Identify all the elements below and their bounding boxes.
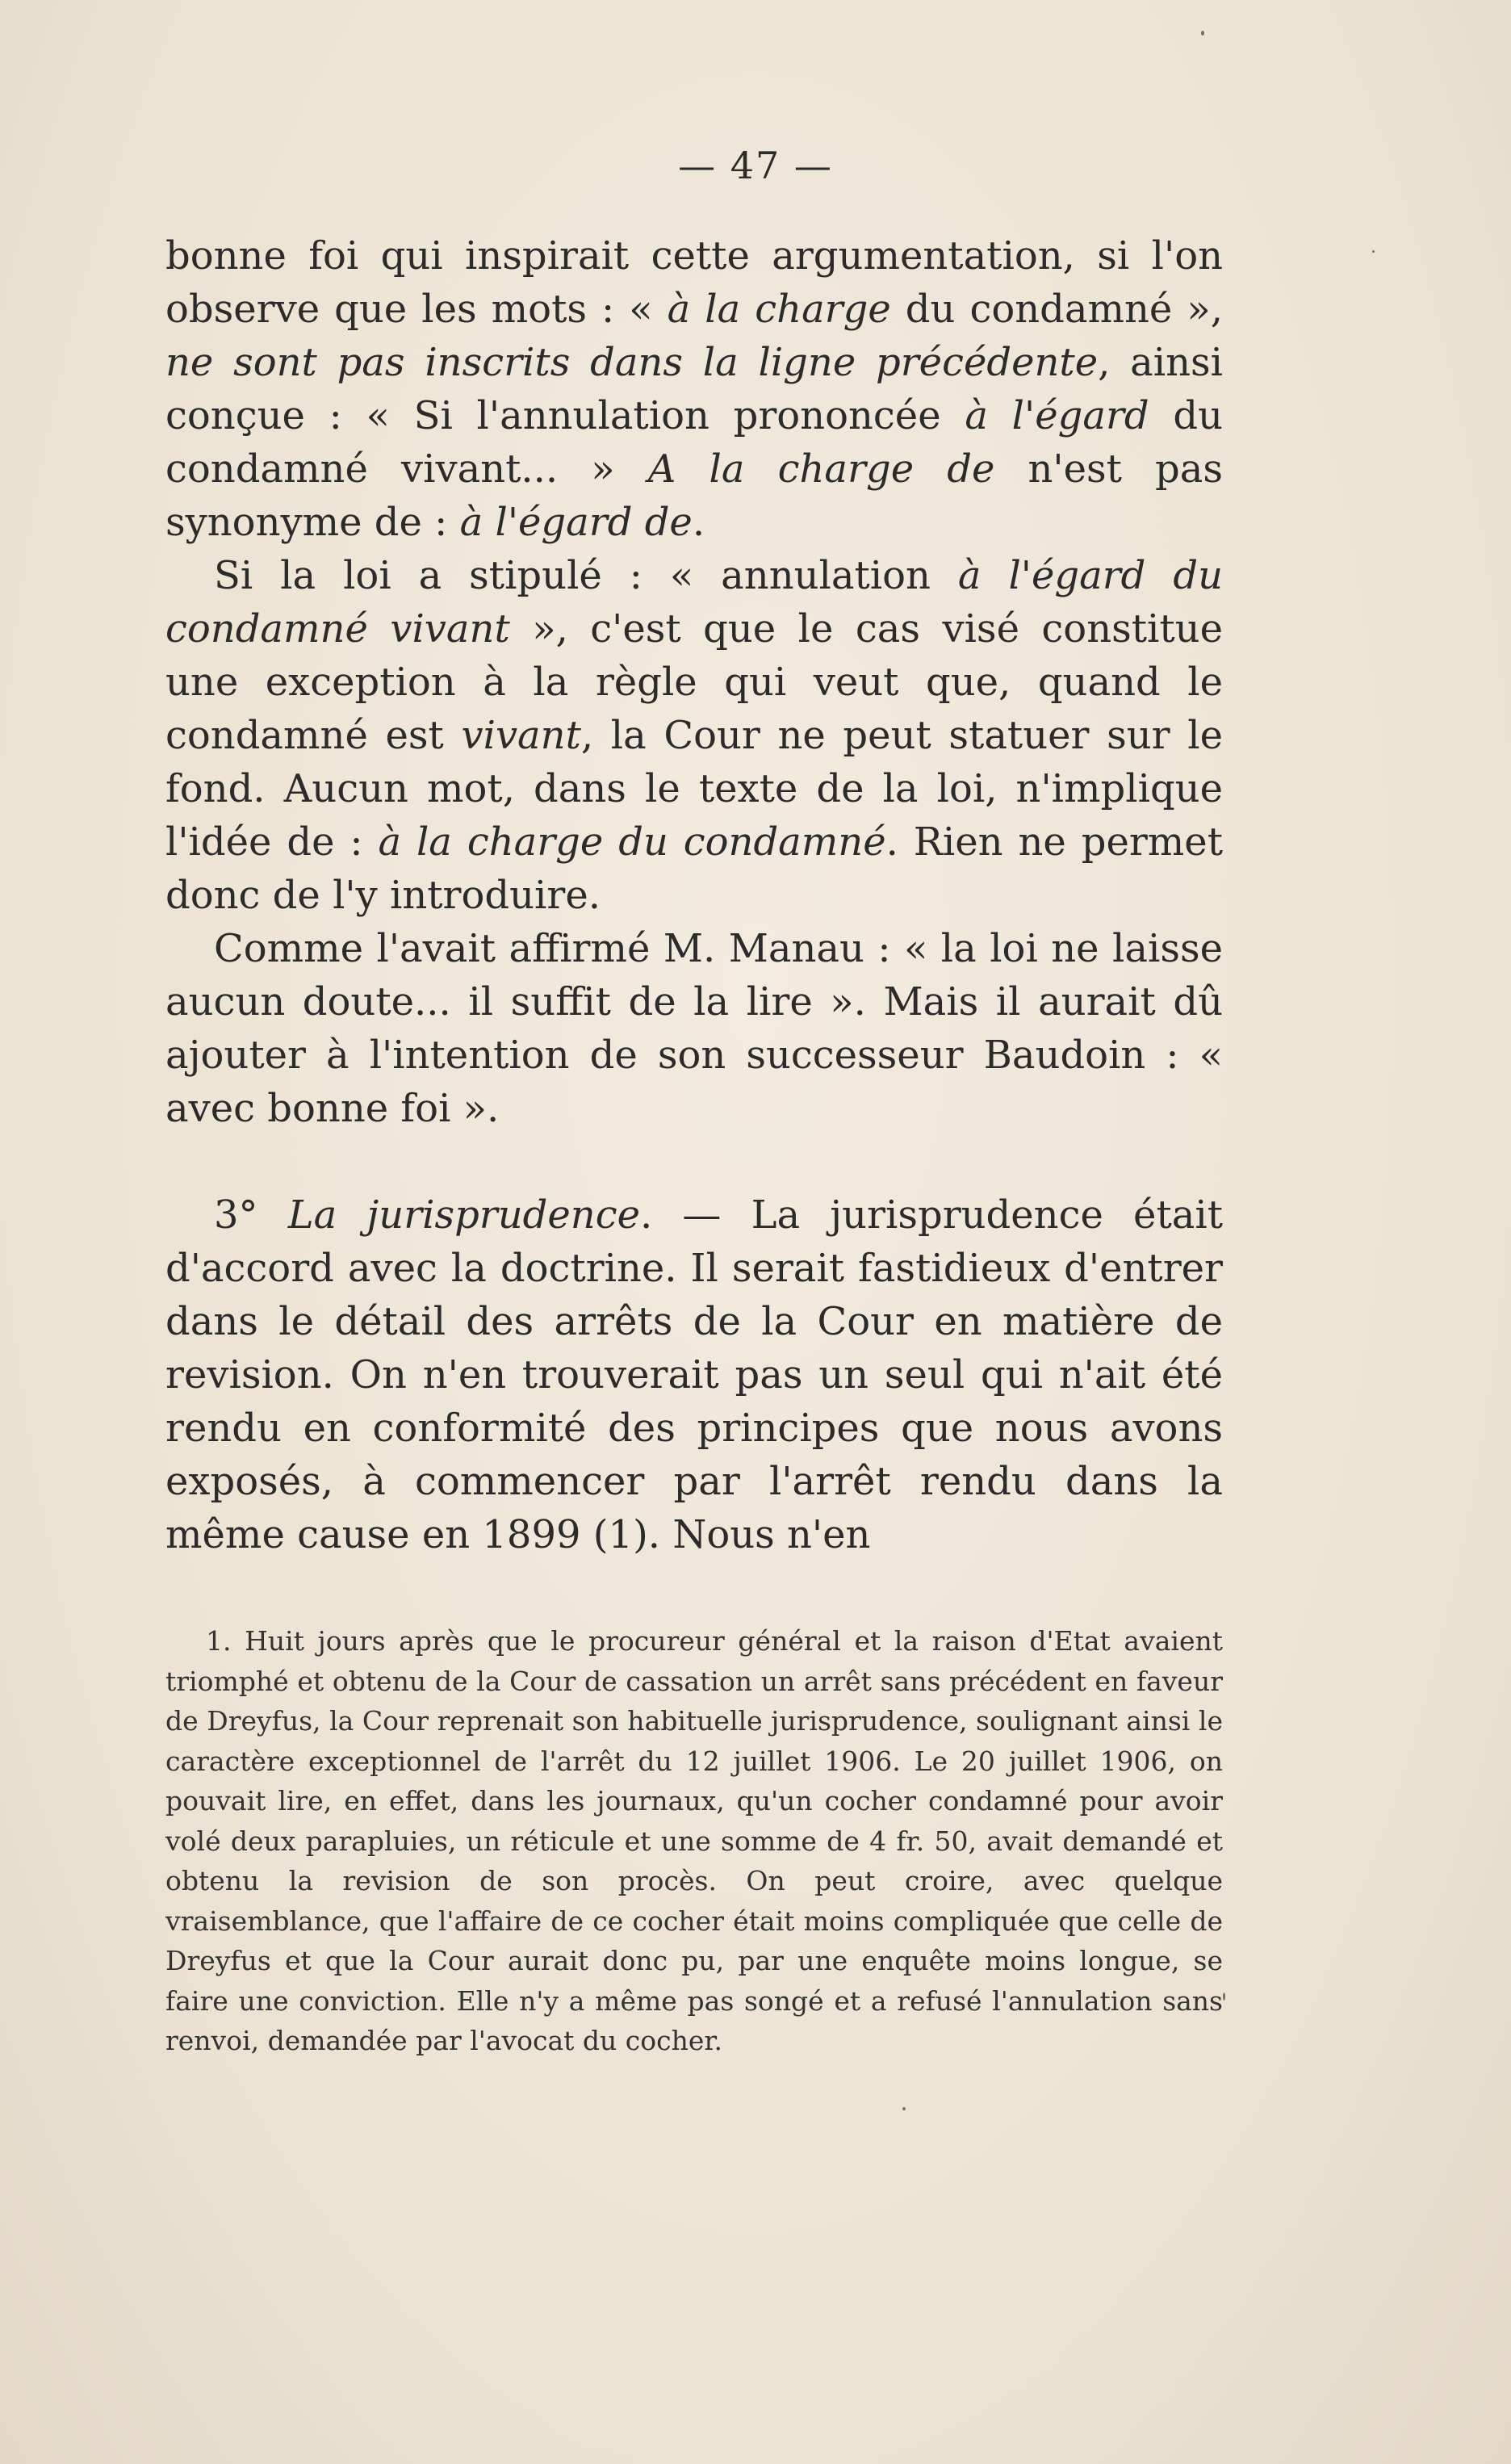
footnote: 1. Huit jours après que le procureur général et la raison d'Etat avaient triomphé et obtenu de la Cour de cassation un arrêt sans précédent en faveur de Dreyfus, la Cour reprenait son habituelle jurisprudence, soulignant ainsi le caractère exceptionnel de l'arrêt du 12 juillet 1906. Le 20 juillet 1906, on pouvait lire, en effet, dans les journaux, qu'un cocher condamné pour avoir volé deux parapluies, un réticule et une somme de 4 fr. 50, avait demandé et obtenu la revision de son procès. On peut croire, avec quelque vraisemblance, que l'affaire de ce cocher était moins compliquée que celle de Dreyfus et que la Cour aurait donc pu, par une enquête moins longue, se faire une conviction. Elle n'y a même pas songé et a refusé l'annulation sans renvoi, demandée par l'avocat du cocher. — [165, 1625, 1223, 2056]
italic-phrase: A la charge de — [647, 446, 995, 492]
body-text — [165, 229, 1223, 1561]
italic-phrase: ne sont pas inscrits dans la ligne précédente — [165, 340, 1099, 385]
text-run: du condamné vivant... » — [165, 393, 1224, 492]
paragraph-jurisprudence — [165, 1188, 1223, 1561]
italic-phrase: à l'égard de — [459, 500, 693, 545]
text-run: . Rien ne permet donc de l'y introduire. — [165, 819, 1223, 918]
text-run: Si la loi a stipulé : « annulation — [214, 553, 958, 598]
text-run: bonne foi qui inspirait cette argumentation, si l'on observe que les mots : « — [165, 233, 1223, 332]
italic-phrase: vivant — [461, 713, 581, 758]
italic-phrase: à la charge — [667, 287, 891, 332]
paragraph-2 — [165, 549, 1223, 922]
text-run: 3° — [214, 1192, 288, 1238]
paragraph-1 — [165, 229, 1223, 549]
text-run: . — [692, 500, 705, 545]
text-run: Comme l'avait affirmé M. Manau : « la loi ne laisse aucun doute... il suffit de la lire ». Mais il aurait dû ajouter à l'intention de son successeur Baudoin : « avec bonne foi ». — [165, 926, 1223, 1131]
text-run: , ainsi conçue : « Si l'annulation prononcée — [165, 340, 1223, 438]
text-run: du condamné », — [890, 287, 1223, 332]
italic-phrase: à la charge du condamné — [378, 819, 886, 865]
text-run: n'est pas synonyme de : — [165, 446, 1223, 545]
text-run: », c'est que le cas visé constitue une exception à la règle qui veut que, quand le condamné est — [165, 606, 1224, 758]
text-run: . — La jurisprudence était d'accord avec la doctrine. Il serait fastidieux d'entrer dans le détail des arrêts de la Cour en matière de revision. On n'en trouverait pas un seul qui n'ait été rendu en conformité des principes que nous avons exposés, à commencer par l'arrêt rendu dans la même cause en 1899 (1). Nous n'en — [165, 1192, 1224, 1557]
text-run: , la Cour ne peut statuer sur le fond. Aucun mot, dans le texte de la loi, n'implique l'idée de : — [165, 713, 1224, 865]
italic-phrase: La jurisprudence — [287, 1192, 641, 1238]
italic-phrase: à l'égard — [965, 393, 1149, 438]
page-number: — 47 — — [678, 144, 833, 187]
italic-phrase: à l'égard du condamné vivant — [165, 553, 1223, 652]
paragraph-3 — [165, 922, 1223, 1135]
